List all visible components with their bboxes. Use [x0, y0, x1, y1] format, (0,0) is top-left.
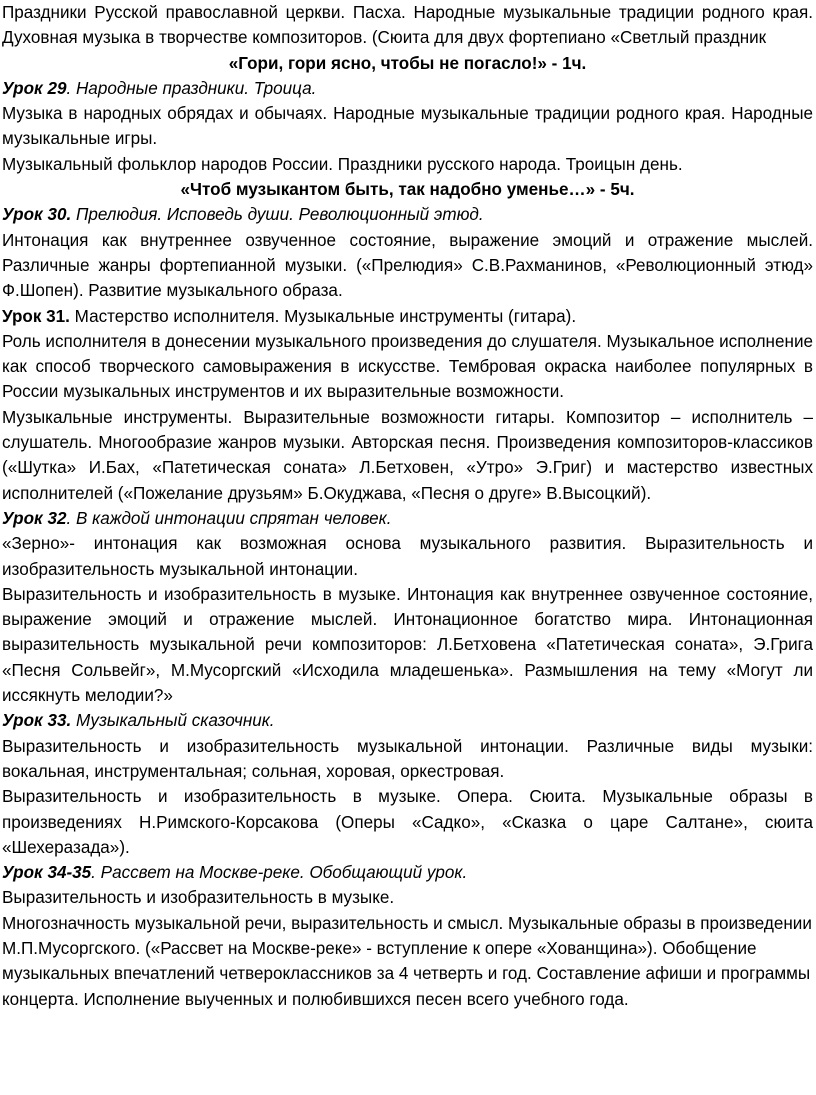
lesson-31-paragraph-2: Музыкальные инструменты. Выразительные возможности гитары. Композитор – исполнитель – слушатель. Многообразие жанров музыки. Авторская песня. Произведения композиторов-классиков («Шутка» И.Бах, «Патетическая соната» Л.Бетховен, «Утро» Э.Григ) и мастерство известных исполнителей («Пожелание друзьям» Б.Окуджава, «Песня о друге» В.Высоцкий).: [2, 407, 813, 503]
lesson-33-paragraph-1: Выразительность и изобразительность музыкальной интонации. Различные виды музыки: вокальная, инструментальная; сольная, хоровая, оркестровая.: [2, 736, 813, 781]
lesson-29-topic: . Народные праздники. Троица.: [66, 78, 317, 98]
lesson-33-paragraph-2: Выразительность и изобразительность в музыке. Опера. Сюита. Музыкальные образы в произведениях Н.Римского-Корсакова (Оперы «Садко», «Сказка о царе Салтане», сюита «Шехеразада»).: [2, 787, 813, 857]
lesson-29-label: Урок 29: [2, 78, 67, 98]
lesson-34-35-paragraph-1: Выразительность и изобразительность в музыке.: [2, 888, 395, 908]
intro-paragraph: Праздники Русской православной церкви. Пасха. Народные музыкальные традиции родного края. Духовная музыка в творчестве композиторов. (Сюита для двух фортепиано «Светлый праздник: [2, 3, 813, 48]
lesson-29-paragraph-2: Музыкальный фольклор народов России. Праздники русского народа. Троицын день.: [2, 154, 683, 174]
lesson-29-paragraph-1: Музыка в народных обрядах и обычаях. Народные музыкальные традиции родного края. Народные музыкальные игры.: [2, 104, 813, 149]
lesson-34-35-title: [2, 860, 813, 885]
lesson-31-label: Урок 31.: [2, 306, 70, 326]
lesson-32-paragraph-1: «Зерно»- интонация как возможная основа музыкального развития. Выразительность и изобразительность музыкальной интонации.: [2, 534, 813, 579]
lesson-31-paragraph-1: Роль исполнителя в донесении музыкального произведения до слушателя. Музыкальное исполнение как способ творческого самовыражения в искусстве. Тембровая окраска наиболее популярных в России музыкальных инструментов и их выразительные возможности.: [2, 331, 813, 402]
lesson-32-topic: . В каждой интонации спрятан человек.: [66, 508, 392, 528]
section-heading-2: «Чтоб музыкантом быть, так надобно уменье…» - 5ч.: [180, 180, 635, 200]
lesson-30-topic: Прелюдия. Исповедь души. Революционный этюд.: [71, 205, 484, 225]
lesson-32-title: [2, 506, 813, 531]
lesson-29-title: [2, 76, 813, 101]
lesson-30-title: [2, 202, 813, 227]
lesson-32-label: Урок 32: [2, 508, 67, 528]
lesson-33-title: [2, 708, 813, 733]
lesson-34-35-label: Урок 34-35: [2, 863, 92, 883]
section-heading-1: «Гори, гори ясно, чтобы не погасло!» - 1ч.: [228, 53, 587, 73]
lesson-34-35-topic: . Рассвет на Москве-реке. Обобщающий урок.: [91, 863, 468, 883]
lesson-34-35-paragraph-2: Многозначность музыкальной речи, выразительность и смысл. Музыкальные образы в произведении М.П.Мусоргского. («Рассвет на Москве-реке» - вступление к опере «Хованщина»). Обобщение музыкальных впечатлений четвероклассников за 4 четверть и год. Составление афиши и программы концерта. Исполнение выученных и полюбившихся песен всего учебного года.: [2, 913, 812, 1009]
lesson-33-label: Урок 33.: [2, 711, 72, 731]
lesson-30-paragraph-1: Интонация как внутреннее озвученное состояние, выражение эмоций и отражение мыслей. Различные жанры фортепианной музыки. («Прелюдия» С.В.Рахманинов, «Революционный этюд» Ф.Шопен). Развитие музыкального образа.: [2, 230, 813, 301]
lesson-33-topic: Музыкальный сказочник.: [71, 711, 275, 731]
lesson-31-topic: Мастерство исполнителя. Музыкальные инструменты (гитара).: [69, 306, 577, 326]
lesson-30-label: Урок 30.: [2, 205, 72, 225]
lesson-31-title: [2, 304, 813, 329]
lesson-32-paragraph-2: Выразительность и изобразительность в музыке. Интонация как внутреннее озвученное состояние, выражение эмоций и отражение мыслей. Интонационное богатство мира. Интонационная выразительность музыкальной речи композиторов: Л.Бетховена «Патетическая соната», Э.Грига «Песня Сольвейг», М.Мусоргский «Исходила младешенька». Размышления на тему «Могут ли иссякнуть мелодии?»: [2, 584, 813, 706]
